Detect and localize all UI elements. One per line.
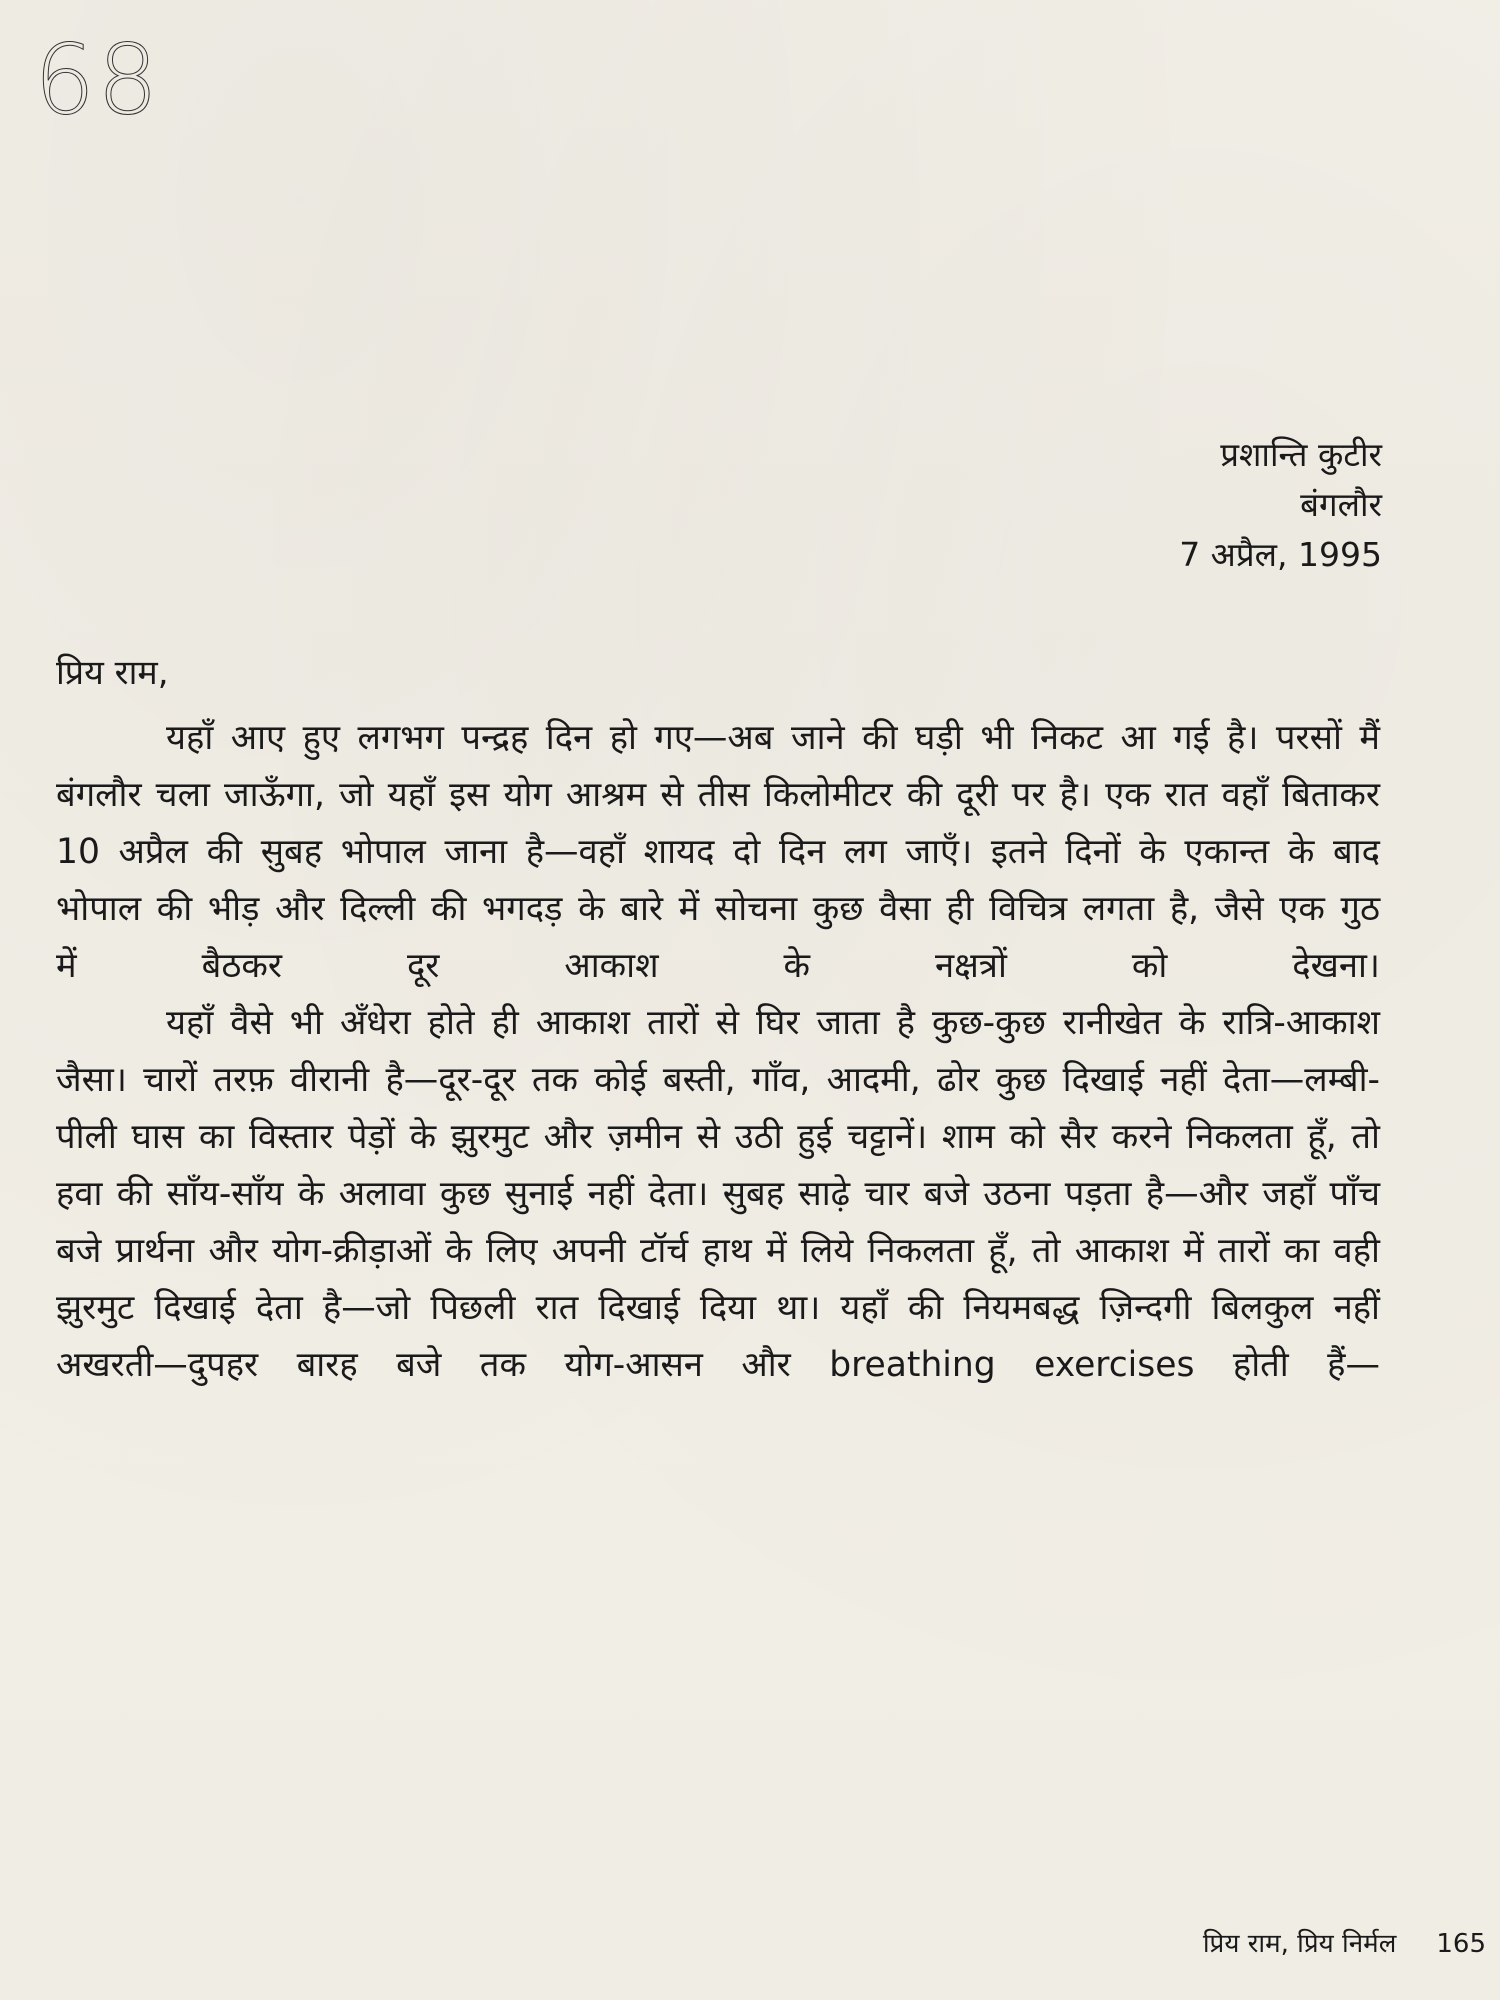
- paragraph: यहाँ आए हुए लगभग पन्द्रह दिन हो गए—अब जाने की घड़ी भी निकट आ गई है। परसों मैं बंगलौर चला जाऊँगा, जो यहाँ इस योग आश्रम से तीस किलोमीटर की दूरी पर है। एक रात वहाँ बिताकर 10 अप्रैल की सुबह भोपाल जाना है—वहाँ शायद दो दिन लग जाएँ। इतने दिनों के एकान्त के बाद भोपाल की भीड़ और दिल्ली की भगदड़ के बारे में सोचना कुछ वैसा ही विचित्र लगता है, जैसे एक गुठ में बैठकर दूर आकाश के नक्षत्रों को देखना।: [56, 718, 1380, 986]
- running-title: प्रिय राम, प्रिय निर्मल: [1202, 1929, 1397, 1959]
- page-number: 165: [1436, 1929, 1486, 1959]
- letter-number: 68: [34, 24, 161, 136]
- letter-body: [56, 710, 1380, 1394]
- letter-date: 7 अप्रैल, 1995: [1179, 535, 1382, 574]
- address-line-place: प्रशान्ति कुटीर: [1220, 435, 1382, 474]
- sender-address: [1179, 430, 1382, 580]
- address-line-city: बंगलौर: [1300, 485, 1382, 524]
- salutation: प्रिय राम,: [56, 653, 169, 693]
- paragraph: यहाँ वैसे भी अँधेरा होते ही आकाश तारों से घिर जाता है कुछ-कुछ रानीखेत के रात्रि-आकाश जैसा। चारों तरफ़ वीरानी है—दूर-दूर तक कोई बस्ती, गाँव, आदमी, ढोर कुछ दिखाई नहीं देता—लम्बी-पीली घास का विस्तार पेड़ों के झुरमुट और ज़मीन से उठी हुई चट्टानें। शाम को सैर करने निकलता हूँ, तो हवा की साँय-साँय के अलावा कुछ सुनाई नहीं देता। सुबह साढ़े चार बजे उठना पड़ता है—और जहाँ पाँच बजे प्रार्थना और योग-क्रीड़ाओं के लिए अपनी टॉर्च हाथ में लिये निकलता हूँ, तो आकाश में तारों का वही झुरमुट दिखाई देता है—जो पिछली रात दिखाई दिया था। यहाँ की नियमबद्ध ज़िन्दगी बिलकुल नहीं अखरती—दुपहर बारह बजे तक योग-आसन और breathing exercises होती हैं—: [56, 1003, 1380, 1385]
- page-footer: [1203, 1924, 1486, 1960]
